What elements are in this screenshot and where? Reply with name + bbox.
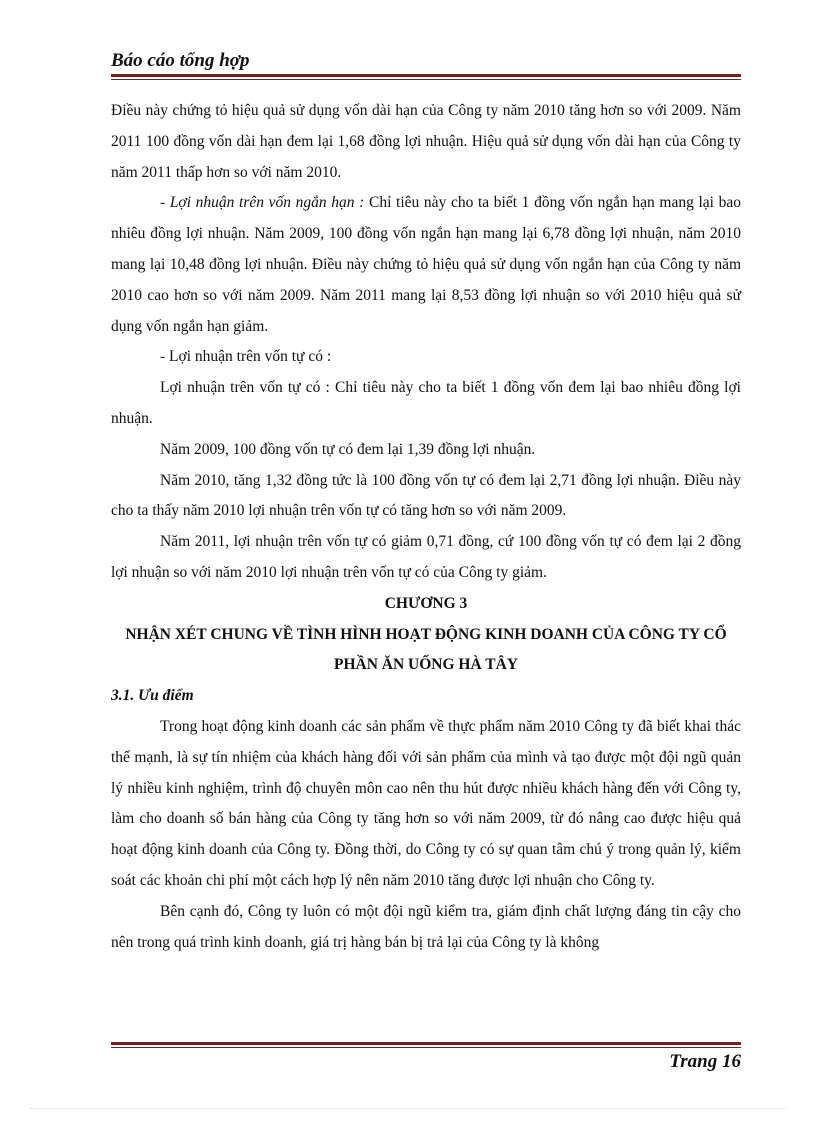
paragraph: Trong hoạt động kinh doanh các sản phẩm về thực phẩm năm 2010 Công ty đã biết khai thác thế mạnh, là sự tín nhiệm của khách hàng đối với sản phẩm của mình và tạo được một đội ngũ quản lý nhiều kinh nghiệm, trình độ chuyên môn cao nên thu hút được nhiều khách hàng đến với Công ty, làm cho doanh số bán hàng của Công ty tăng hơn so với năm 2009, từ đó nâng cao được hiệu quả hoạt động kinh doanh của Công ty. Đồng thời, do Công ty có sự quan tâm chú ý trong quản lý, kiểm soát các khoản chi phí một cách hợp lý nên năm 2010 tăng được lợi nhuận cho Công ty. <box>111 717 741 889</box>
page-edge-divider <box>30 1108 786 1109</box>
header-title: Báo cáo tổng hợp <box>111 50 250 71</box>
paragraph: Lợi nhuận trên vốn tự có : Chỉ tiêu này cho ta biết 1 đồng vốn đem lại bao nhiêu đồng lợi nhuận. <box>111 379 741 427</box>
header-rule <box>111 74 741 80</box>
paragraph: Điều này chứng tỏ hiệu quả sử dụng vốn dài hạn của Công ty năm 2010 tăng hơn so với 2009. Năm 2011 100 đồng vốn dài hạn đem lại 1,68 đồng lợi nhuận. Hiệu quả sử dụng vốn dài hạn của Công ty năm 2011 thấp hơn so với năm 2010. <box>111 102 741 181</box>
paragraph: - Lợi nhuận trên vốn tự có : <box>160 348 332 366</box>
paragraph: Bên cạnh đó, Công ty luôn có một đội ngũ kiểm tra, giám định chất lượng đáng tin cậy cho nên trong quá trình kinh doanh, giá trị hàng bán bị trả lại của Công ty là không <box>111 902 741 951</box>
paragraph: Năm 2010, tăng 1,32 đồng tức là 100 đồng vốn tự có đem lại 2,71 đồng lợi nhuận. Điều này cho ta thấy năm 2010 lợi nhuận trên vốn tự có tăng hơn so với năm 2009. <box>111 471 741 520</box>
footer-rule <box>111 1042 741 1048</box>
chapter-title: NHẬN XÉT CHUNG VỀ TÌNH HÌNH HOẠT ĐỘNG KINH DOANH CỦA CÔNG TY CỔ PHẦN ĂN UỐNG HÀ TÂY <box>125 625 727 674</box>
page-body <box>111 96 741 958</box>
page-number: Trang 16 <box>669 1051 741 1072</box>
paragraph: - Lợi nhuận trên vốn ngắn hạn : Chỉ tiêu này cho ta biết 1 đồng vốn ngắn hạn mang lại bao nhiêu đồng lợi nhuận. Năm 2009, 100 đồng vốn ngắn hạn mang lại 6,78 đồng lợi nhuận, năm 2010 mang lại 10,48 đồng lợi nhuận. Điều này chứng tỏ hiệu quả sử dụng vốn ngắn hạn của Công ty năm 2010 cao hơn so với năm 2009. Năm 2011 mang lại 8,53 đồng lợi nhuận so với 2010 hiệu quả sử dụng vốn ngắn hạn giảm. <box>111 194 741 335</box>
chapter-label: CHƯƠNG 3 <box>384 594 468 612</box>
term-italic: Lợi nhuận trên vốn ngắn hạn : <box>169 194 365 212</box>
paragraph: Năm 2009, 100 đồng vốn tự có đem lại 1,39 đồng lợi nhuận. <box>160 440 536 458</box>
section-heading: 3.1. Ưu điểm <box>111 687 194 705</box>
paragraph: Năm 2011, lợi nhuận trên vốn tự có giảm 0,71 đồng, cứ 100 đồng vốn tự có đem lại 2 đồng lợi nhuận so với năm 2010 lợi nhuận trên vốn tự có của Công ty giảm. <box>111 533 741 581</box>
